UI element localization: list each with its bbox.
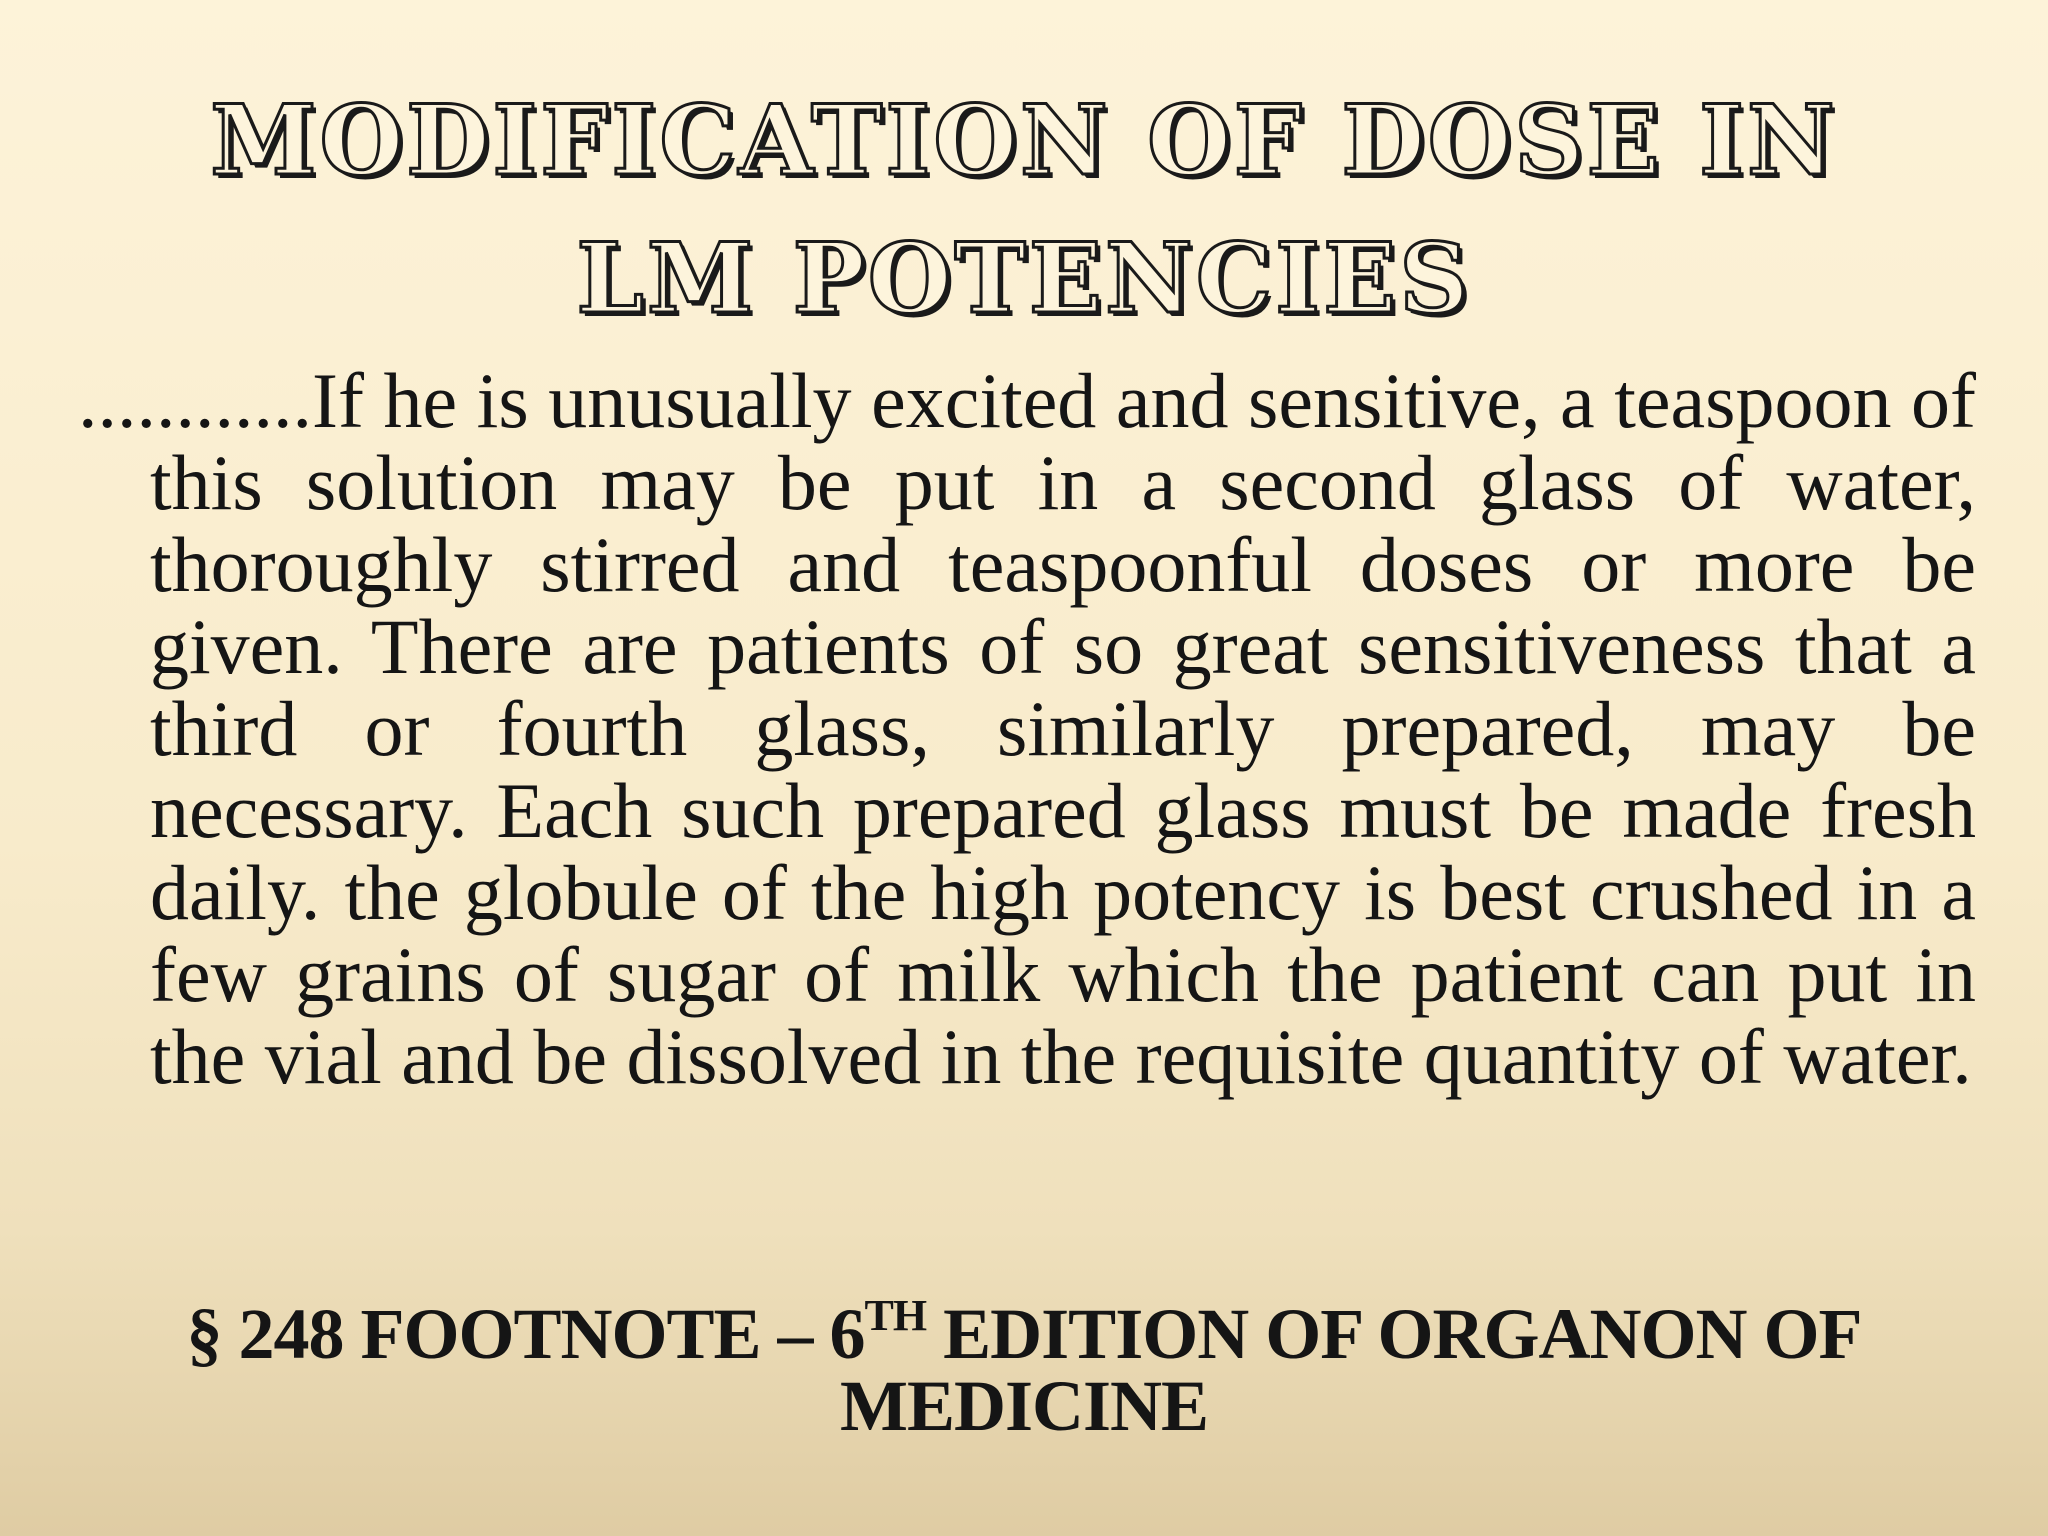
citation-suffix: EDITION OF ORGANON OF <box>926 1294 1862 1374</box>
citation-prefix: § 248 FOOTNOTE – 6 <box>186 1294 865 1374</box>
body-paragraph: ............If he is unusually excited and sensitive, a teaspoon of this solution may be put in a second glass of water, thoroughly stirred and teaspoonful doses or more be given. There are patients of so great sensitiveness that a third or fourth glass, similarly prepared, may be necessary. Each such prepared glass must be made fresh daily. the globule of the high potency is best crushed in a few grains of sugar of milk which the patient can put in the vial and be dissolved in the requisite quantity of water. <box>78 357 1976 1100</box>
citation-line-2: MEDICINE <box>839 1366 1209 1446</box>
title-line-2: LM POTENCIES <box>576 222 1472 335</box>
slide-title <box>0 72 2048 348</box>
citation-superscript: TH <box>864 1291 927 1340</box>
title-line-1: MODIFICATION OF DOSE IN <box>210 84 1838 197</box>
citation <box>0 1291 2048 1446</box>
citation-line-1 <box>0 1291 2048 1374</box>
